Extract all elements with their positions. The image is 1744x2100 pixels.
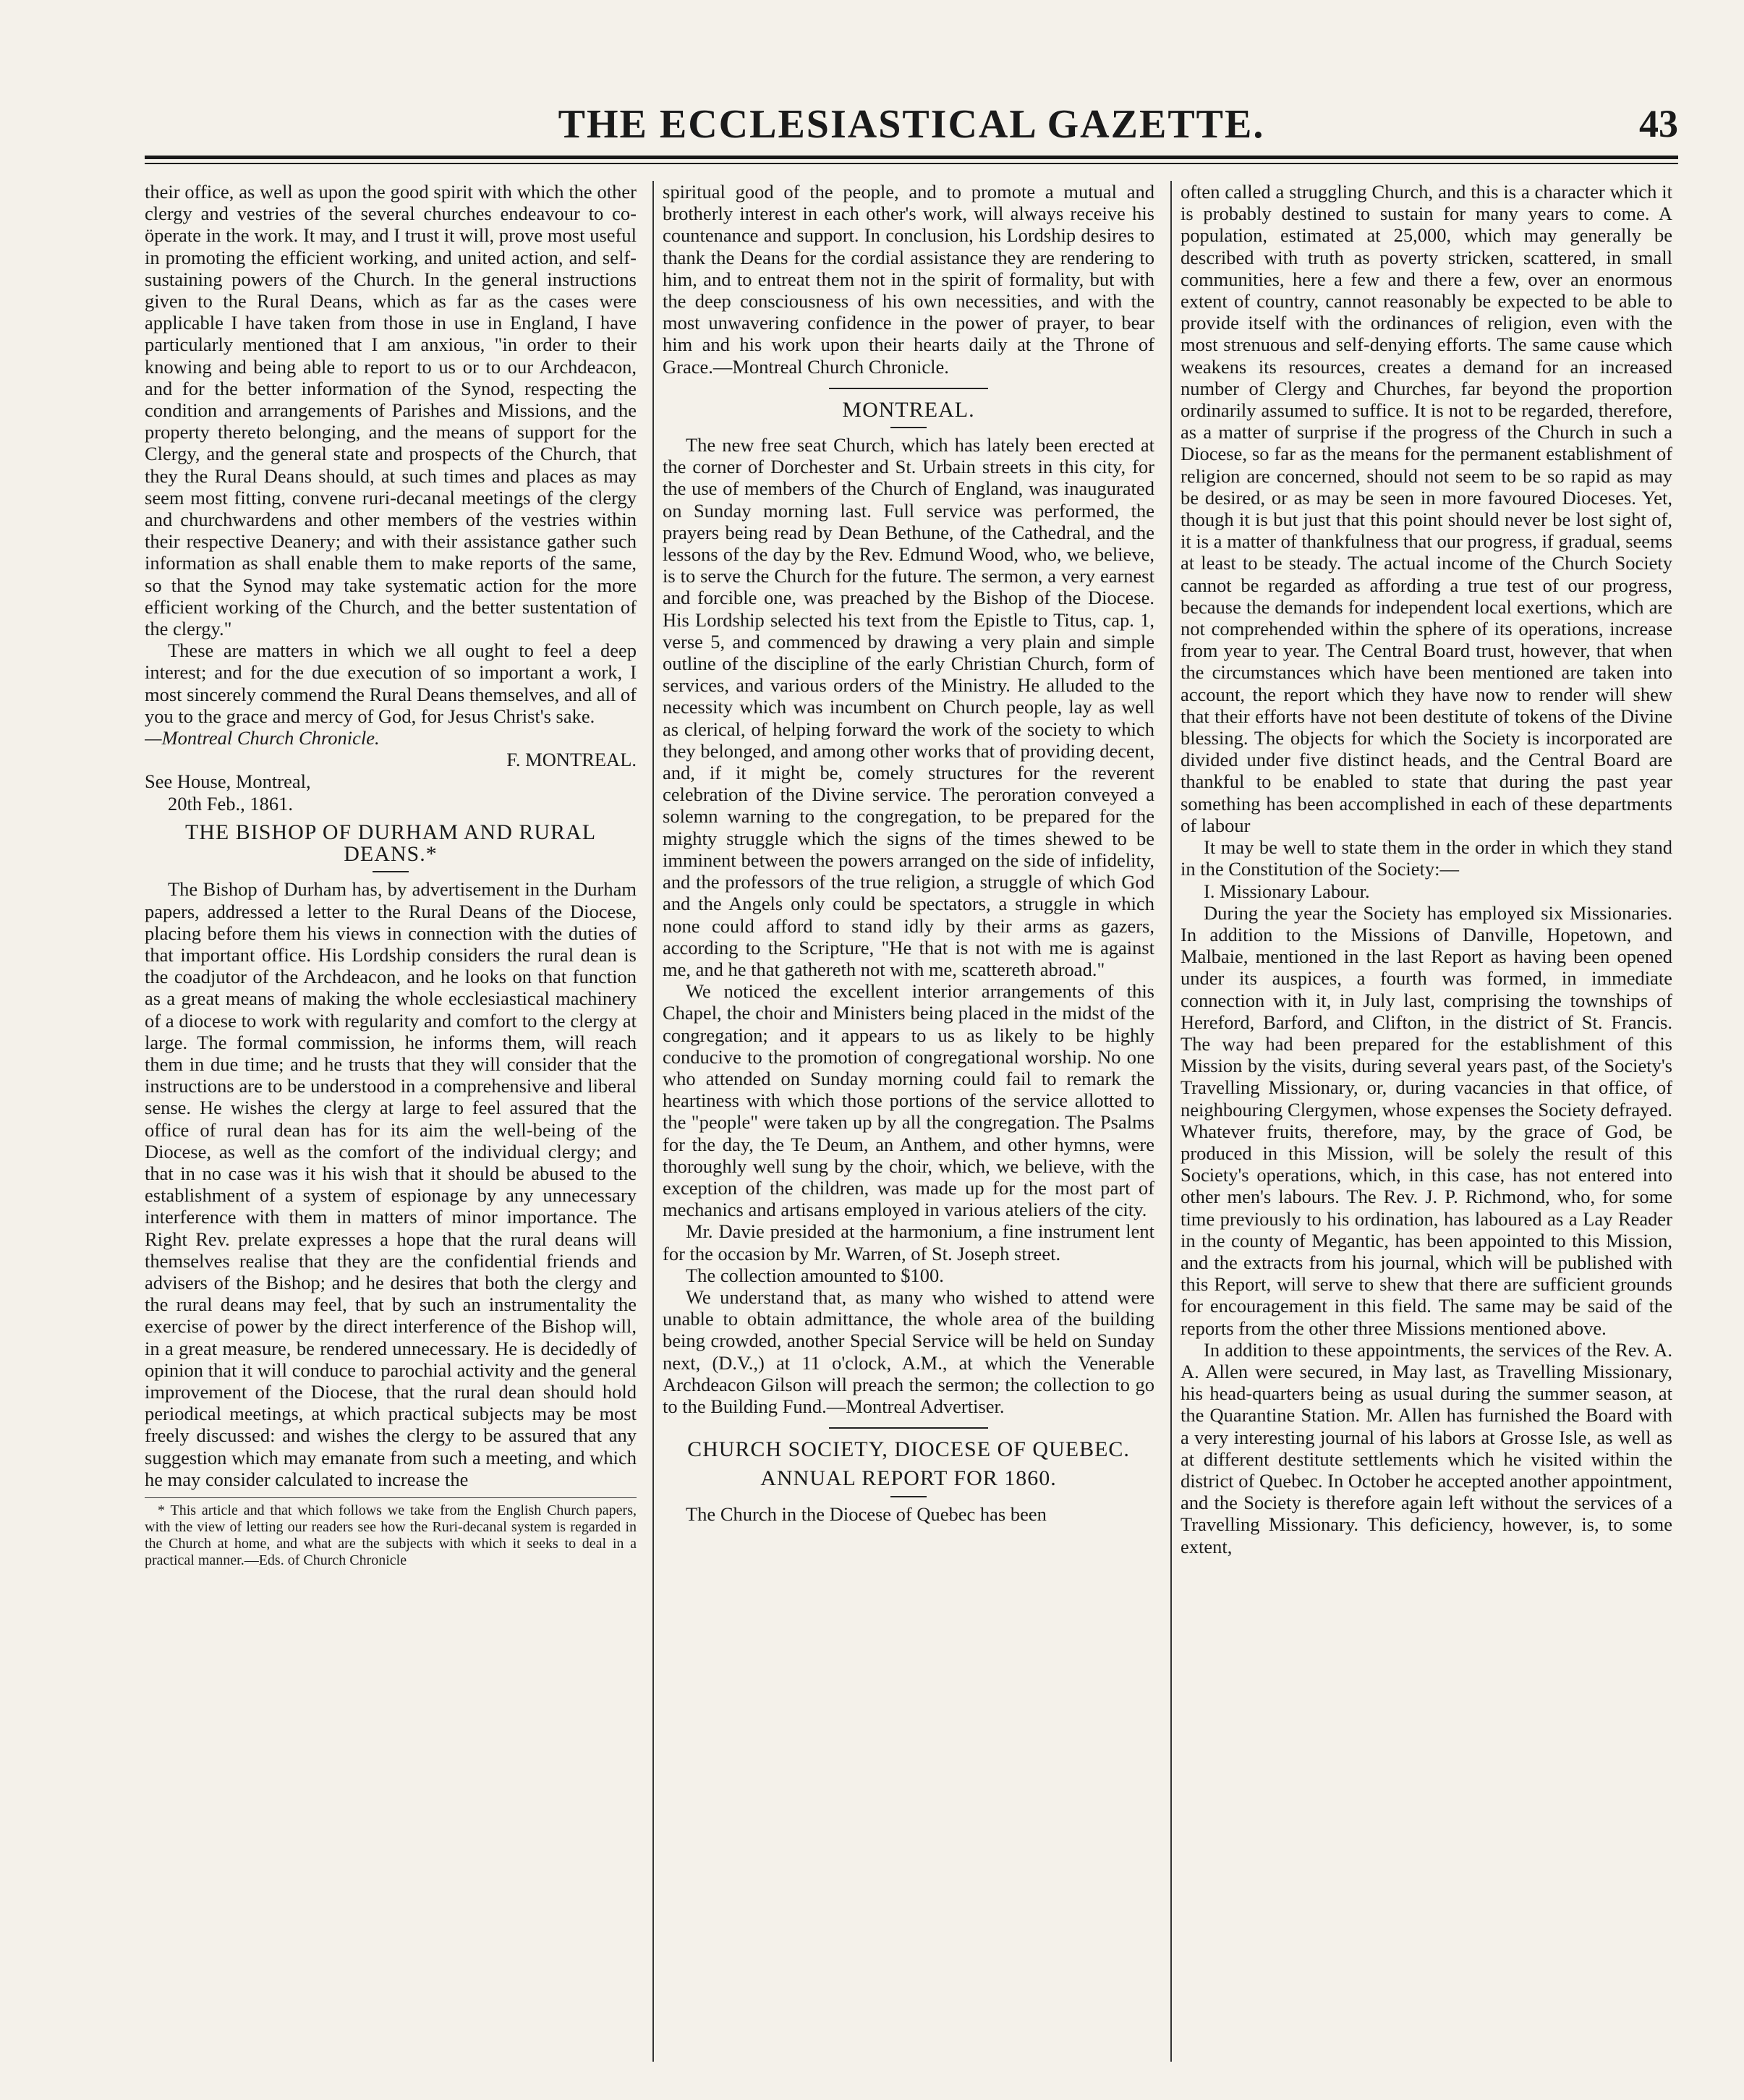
section-rule bbox=[890, 427, 927, 428]
masthead-rule-thick bbox=[145, 156, 1678, 159]
paragraph: These are matters in which we all ought to feel a deep interest; and for the due execution of so important a work, I most sincerely commend the Rural Deans themselves, and all of you to the grace and mercy of God, for Jesus Christ's sake. bbox=[145, 639, 637, 727]
paragraph: It may be well to state them in the order in which they stand in the Constitution of the Society:— bbox=[1181, 836, 1672, 880]
page-title: THE ECCLESIASTICAL GAZETTE. bbox=[558, 102, 1265, 147]
paragraph: often called a struggling Church, and this is a character which it is probably destined to sustain for many years to come. A population, estimated at 25,000, which may generally be described with truth as poverty stricken, scattered, in small communities, here a few and there a few, over an enormous extent of country, cannot reasonably be expected to be able to provide itself with the ordinances of religion, even with the most strenuous and self-denying efforts. The same cause which weakens its resources, creates a demand for an increased number of Clergy and Churches, far beyond the proportion ordinarily assumed to suffice. It is not to be regarded, therefore, as a matter of surprise if the progress of the Church in such a Diocese, so far as the means for the permanent establishment of religion are concerned, should not seem to be so rapid as may be desired, or as may be seen in more favoured Dioceses. Yet, though it is but just that this point should never be lost sight of, it is a matter of thankfulness that our progress, if gradual, seems at least to be steady. The actual income of the Church Society cannot be regarded as affording a true test of our progress, because the demands for independent local exertions, which are not comprehended within the sphere of its operations, increase from year to year. The Central Board trust, however, that when the circumstances which have been mentioned are taken into account, the report which they have now to render will shew that their efforts have not been destitute of tokens of the Divine blessing. The objects for which the Society is incorporated are divided under five distinct heads, and the Central Board are thankful to be enabled to state that during the past year something has been accomplished in each of these departments of labour bbox=[1181, 181, 1672, 836]
paragraph: The new free seat Church, which has lately been erected at the corner of Dorchester and St. Urbain streets in this city, for the use of members of the Church of England, was inaugurated on Sunday morning last. Full service was performed, the prayers being read by Dean Bethune, of the Cathedral, and the lessons of the day by the Rev. Edmund Wood, who, we believe, is to serve the Church for the future. The sermon, a very earnest and forcible one, was preached by the Bishop of the Diocese. His Lordship selected his text from the Epistle to Titus, cap. 1, verse 5, and commenced by drawing a very plain and simple outline of the discipline of the early Christian Church, form of services, and various orders of the Ministry. He alluded to the necessity which was incumbent on Church people, lay as well as clerical, of helping forward the work of the society to which they belonged, and among other works that of providing decent, and, if it might be, comely structures for the reverent celebration of the Divine service. The peroration conveyed a solemn warning to the congregation, to be prepared for the mighty struggle which the signs of the times shewed to be imminent between the powers arranged on the side of infidelity, and the professors of the true religion, a struggle of which God and the Angels only could be spectators, a struggle in which none could afford to stand idly by their arms as gazers, according to the Scripture, "He that is not with me is against me, and he that gathereth not with me, scattereth abroad." bbox=[663, 434, 1154, 980]
paragraph: Mr. Davie presided at the harmonium, a fine instrument lent for the occasion by Mr. Warren, of St. Joseph street. bbox=[663, 1220, 1154, 1264]
source-credit: —Montreal Church Chronicle. bbox=[145, 727, 380, 749]
paragraph: During the year the Society has employed six Missionaries. In addition to the Missions of Danville, Hopetown, and Malbaie, mentioned in the last Report as having been opened under its auspices, a fourth was formed, in immediate connection with it, in July last, comprising the townships of Hereford, Barford, and Clifton, in the district of St. Francis. The way had been prepared for the establishment of this Mission by the visits, during several years past, of the Society's Travelling Missionary, or, during vacancies in that office, of neighbouring Clergymen, whose expenses the Society defrayed. Whatever fruits, therefore, may, by the grace of God, be produced in this Mission, will be solely the result of this Society's operations, which, in this case, has not entered into other men's labours. The Rev. J. P. Richmond, who, for some time previously to his ordination, has laboured as a Lay Reader in the county of Megantic, has been appointed to this Mission, and the extracts from his journal, which will be published with this Report, will serve to shew that there are sufficient grounds for encouragement in this field. The same may be said of the reports from the other three Missions mentioned above. bbox=[1181, 901, 1672, 1339]
paragraph: spiritual good of the people, and to promote a mutual and brotherly interest in each other's work, will always receive his countenance and support. In conclusion, his Lordship desires to thank the Deans for the cordial assistance they are rendering to him, and to entreat them not in the spirit of formality, but with the deep consciousness of his own necessities, and with the most unwavering confidence in the power of prayer, to bear him and his work upon their hearts daily at the Throne of Grace.—Montreal Church Chronicle. bbox=[663, 181, 1154, 378]
dateline-date: 20th Feb., 1861. bbox=[168, 792, 293, 815]
paragraph: We noticed the excellent interior arrangements of this Chapel, the choir and Ministers being placed in the midst of the congregation; and it appears to us as likely to be highly conducive to the promotion of congregational worship. No one who attended on Sunday morning could fail to remark the heartiness with which those portions of the service allotted to the "people" were taken up by all the congregation. The Psalms for the day, the Te Deum, an Anthem, and other hymns, were thoroughly well sung by the choir, which, we believe, with the exception of the children, was made up for the most part of mechanics and artisans employed in various ateliers of the city. bbox=[663, 980, 1154, 1221]
section-heading: THE BISHOP OF DURHAM AND RURAL DEANS.* bbox=[184, 820, 597, 867]
footnote-text: * This article and that which follows we take from the English Church papers, with the view of letting our readers see how the Ruri-decanal system is regarded in the Church at home, and what are the subjects with which it seeks to deal in a practical manner.—Eds. of Church Chronicle bbox=[145, 1502, 637, 1568]
section-heading: MONTREAL. bbox=[842, 397, 975, 422]
section-subheading: ANNUAL REPORT FOR 1860. bbox=[760, 1466, 1057, 1491]
paragraph: In addition to these appointments, the services of the Rev. A. A. Allen were secured, in May last, as Travelling Missionary, his head-quarters being as usual during the summer season, at the Quarantine Station. Mr. Allen has furnished the Board with a very interesting journal of his labors at Grosse Isle, as well as at different destitute settlements which he visited within the district of Quebec. In October he accepted another appointment, and the Society is therefore again left without the services of a Travelling Missionary. This deficiency, however, is, to some extent, bbox=[1181, 1338, 1672, 1557]
paragraph: I. Missionary Labour. bbox=[1204, 880, 1370, 902]
footnote bbox=[145, 1497, 637, 1569]
signature: F. MONTREAL. bbox=[506, 749, 637, 771]
masthead-rule-thin bbox=[145, 163, 1678, 164]
section-rule bbox=[829, 1427, 988, 1429]
column-2 bbox=[663, 181, 1154, 2069]
page-number: 43 bbox=[1639, 102, 1678, 145]
paragraph: The collection amounted to $100. bbox=[686, 1264, 944, 1286]
paragraph: The Church in the Diocese of Quebec has been bbox=[686, 1502, 1047, 1525]
paragraph: The Bishop of Durham has, by advertisement in the Durham papers, addressed a letter to the Rural Deans of the Diocese, placing before them his views in connection with the duties of that important office. His Lordship considers the rural dean is the coadjutor of the Archdeacon, and he looks on that function as a great means of making the whole ecclesiastical machinery of a diocese to work with regularity and comfort to the clergy at large. The formal commission, he informs them, will reach them in due time; and he trusts that they will consider that the instructions are to be understood in a comprehensive and liberal sense. He wishes the clergy at large to feel assured that the office of rural dean has for its aim the well-being of the Diocese, as well as the comfort of the individual clergy; and that in no case was it his wish that it should be abused to the establishment of a system of espionage by any unnecessary interference with them in matters of minor importance. The Right Rev. prelate expresses a hope that the rural deans will themselves realise that they are the confidential friends and advisers of the Bishop; and he desires that both the clergy and the rural deans may feel, that by such an instrumentality the exercise of power by the direct interference of the Bishop will, in a great measure, be rendered unnecessary. He is decidedly of opinion that it will conduce to parochial activity and the general improvement of the Diocese, that the rural dean should hold periodical meetings, at which practical subjects may be most freely discussed: and wishes the clergy to be assured that any suggestion which may emanate from such a meeting, and which he may consider calculated to increase the bbox=[145, 878, 637, 1490]
section-rule bbox=[373, 871, 409, 872]
section-rule bbox=[829, 388, 988, 389]
masthead bbox=[145, 101, 1678, 159]
section-heading: CHURCH SOCIETY, DIOCESE OF QUEBEC. bbox=[687, 1437, 1130, 1462]
paragraph: We understand that, as many who wished to attend were unable to obtain admittance, the whole area of the building being crowded, another Special Service will be held on Sunday next, (D.V.,) at 11 o'clock, A.M., at which the Venerable Archdeacon Gilson will preach the sermon; the collection to go to the Building Fund.—Montreal Advertiser. bbox=[663, 1285, 1154, 1417]
column-1 bbox=[145, 181, 637, 2069]
section-rule bbox=[890, 1496, 927, 1497]
paragraph: their office, as well as upon the good spirit with which the other clergy and vestries of the several churches endeavour to co-öperate in the work. It may, and I trust it will, prove most useful in promoting the efficient working, and united action, and self-sustaining powers of the Church. In the general instructions given to the Rural Deans, which as far as the cases were applicable I have taken from those in use in England, I have particularly mentioned that I am anxious, "in order to their knowing and being able to report to us or to our Archdeacon, and for the better information of the Synod, respecting the condition and arrangements of Parishes and Missions, and the property thereto belonging, and the means of support for the Clergy, and the general state and prospects of the Church, that they the Rural Deans should, at such times and places as may seem most fitting, convene ruri-decanal meetings of the clergy and churchwardens and other members of the vestries within their respective Deanery; and with their assistance gather such information as shall enable them to make reports of the same, so that the Synod may take systematic action for the more efficient working of the Church, and the better sustentation of the clergy." bbox=[145, 181, 637, 640]
column-divider bbox=[1170, 181, 1172, 2062]
dateline-place: See House, Montreal, bbox=[145, 770, 311, 793]
column-3 bbox=[1181, 181, 1672, 2069]
column-divider bbox=[652, 181, 654, 2062]
